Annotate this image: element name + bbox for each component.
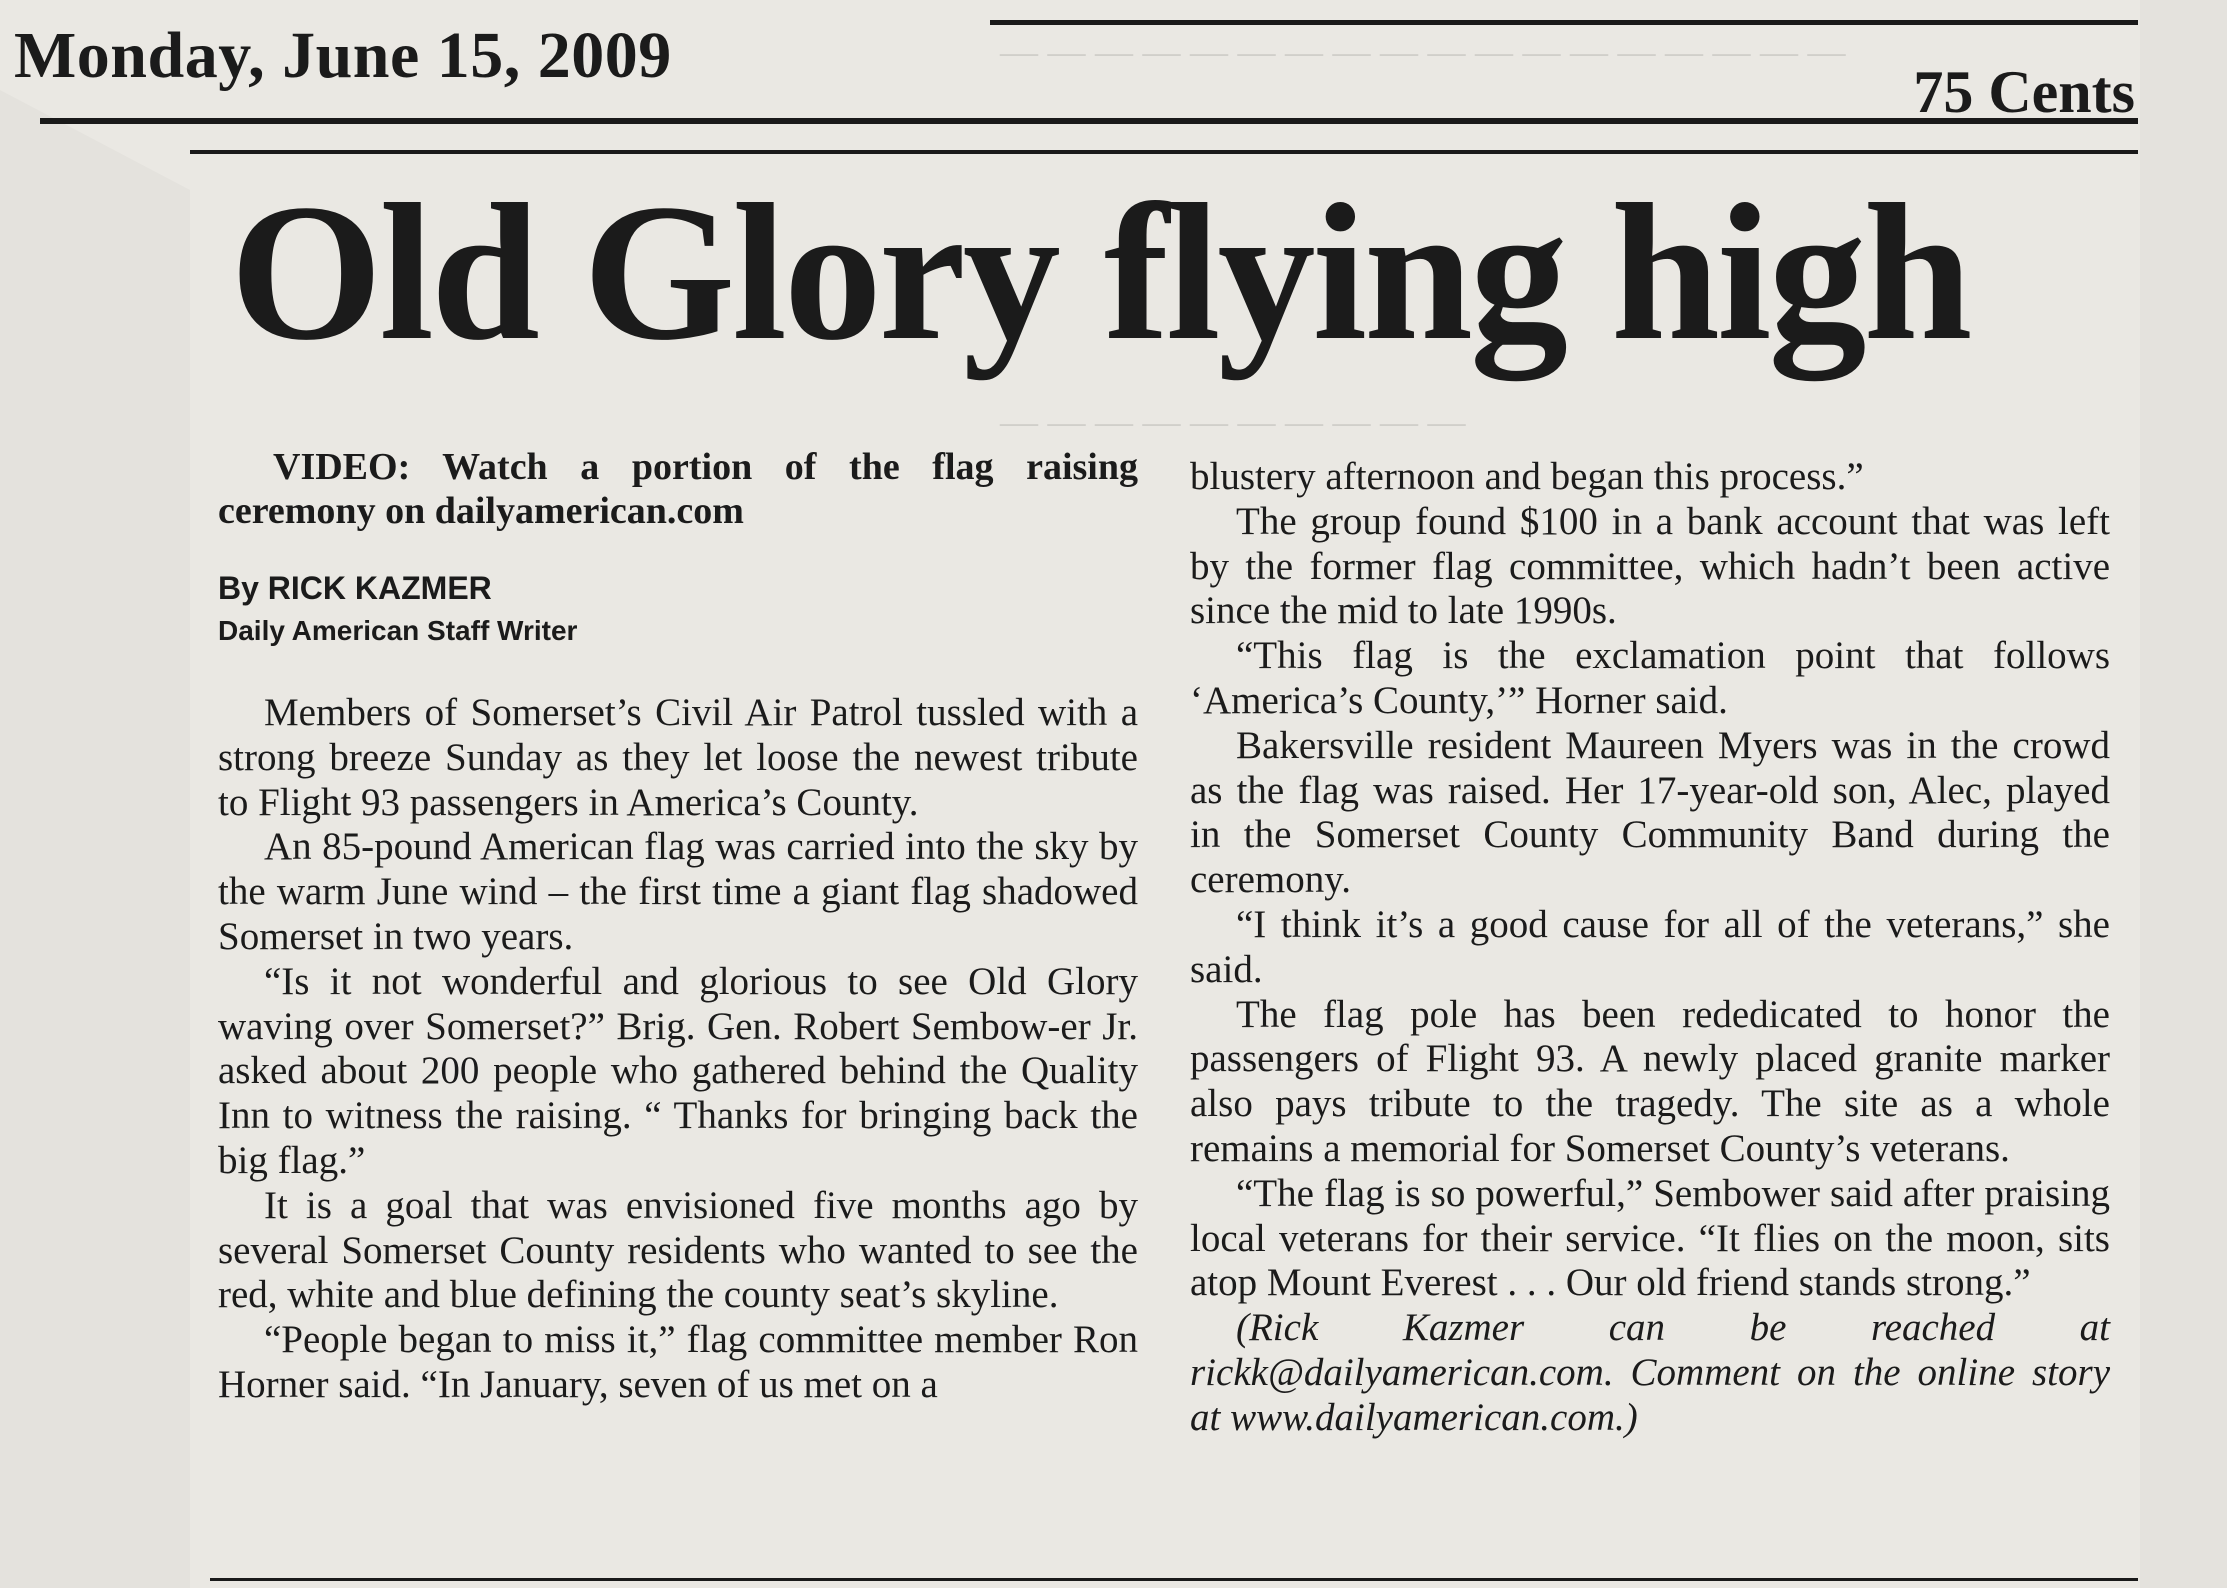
- article-paragraph: “This flag is the exclamation point that follows ‘America’s County,’” Horner said.: [1190, 634, 2110, 722]
- author-tagline: (Rick Kazmer can be reached at rickk@dailyamerican.com. Comment on the online story at www.dailyamerican.com.): [1190, 1306, 2110, 1439]
- video-note: VIDEO: Watch a portion of the flag raising ceremony on dailyamerican.com: [218, 446, 1138, 532]
- article-paragraph: “People began to miss it,” flag committee member Ron Horner said. “In January, seven of us met on a: [218, 1318, 1138, 1406]
- article-paragraph: “I think it’s a good cause for all of the veterans,” she said.: [1190, 902, 2110, 991]
- article-paragraph: An 85-pound American flag was carried into the sky by the warm June wind – the first time a giant flag shadowed Somerset in two years.: [218, 825, 1138, 958]
- article-paragraph: It is a goal that was envisioned five months ago by several Somerset County residents who wanted to see the red, white and blue defining the county seat’s skyline.: [218, 1183, 1138, 1317]
- article-paragraph: The group found $100 in a bank account that was left by the former flag committee, which hadn’t been active since the mid to late 1990s.: [1190, 499, 2110, 633]
- left-column: [218, 445, 1138, 1408]
- article-paragraph: “The flag is so powerful,” Sembower said after praising local veterans for their service. “It flies on the moon, sits atop Mount Everest . . . Our old friend stands strong.”: [1190, 1171, 2110, 1305]
- top-rule: [990, 20, 2138, 25]
- article-paragraph: The flag pole has been rededicated to honor the passengers of Flight 93. A newly placed granite marker also pays tribute to the tragedy. The site as a whole remains a memorial for Somerset County’s veterans.: [1190, 992, 2110, 1170]
- header-rule: [190, 150, 2138, 154]
- bleed-through-text: — — — — — — — — — —: [1000, 401, 1466, 443]
- masthead-rule: [40, 118, 2138, 124]
- issue-date: Monday, June 15, 2009: [14, 19, 672, 92]
- byline-title: Daily American Staff Writer: [218, 615, 578, 646]
- byline: By RICK KAZMER: [218, 570, 492, 606]
- article-paragraph: Members of Somerset’s Civil Air Patrol tussled with a strong breeze Sunday as they let loose the newest tribute to Flight 93 passengers in America’s County.: [218, 691, 1138, 824]
- article-paragraph: “Is it not wonderful and glorious to see Old Glory waving over Somerset?” Brig. Gen. Robert Sembow-er Jr. asked about 200 people who gathered behind the Quality Inn to witness the raising. “ Thanks for bringing back the big flag.”: [218, 959, 1138, 1182]
- article-continuation: blustery afternoon and began this process.”: [1190, 455, 1864, 498]
- issue-price: 75 Cents: [1913, 59, 2135, 125]
- headline: Old Glory flying high: [230, 164, 1970, 381]
- bleed-through-text: — — — — — — — — — — — — — — — — — —: [1000, 31, 1846, 73]
- right-column: [1190, 455, 2110, 1441]
- article-paragraph: Bakersville resident Maureen Myers was in the crowd as the flag was raised. Her 17-year-old son, Alec, played in the Somerset County Community Band during the ceremony.: [1190, 723, 2110, 902]
- bottom-rule: [210, 1578, 2138, 1581]
